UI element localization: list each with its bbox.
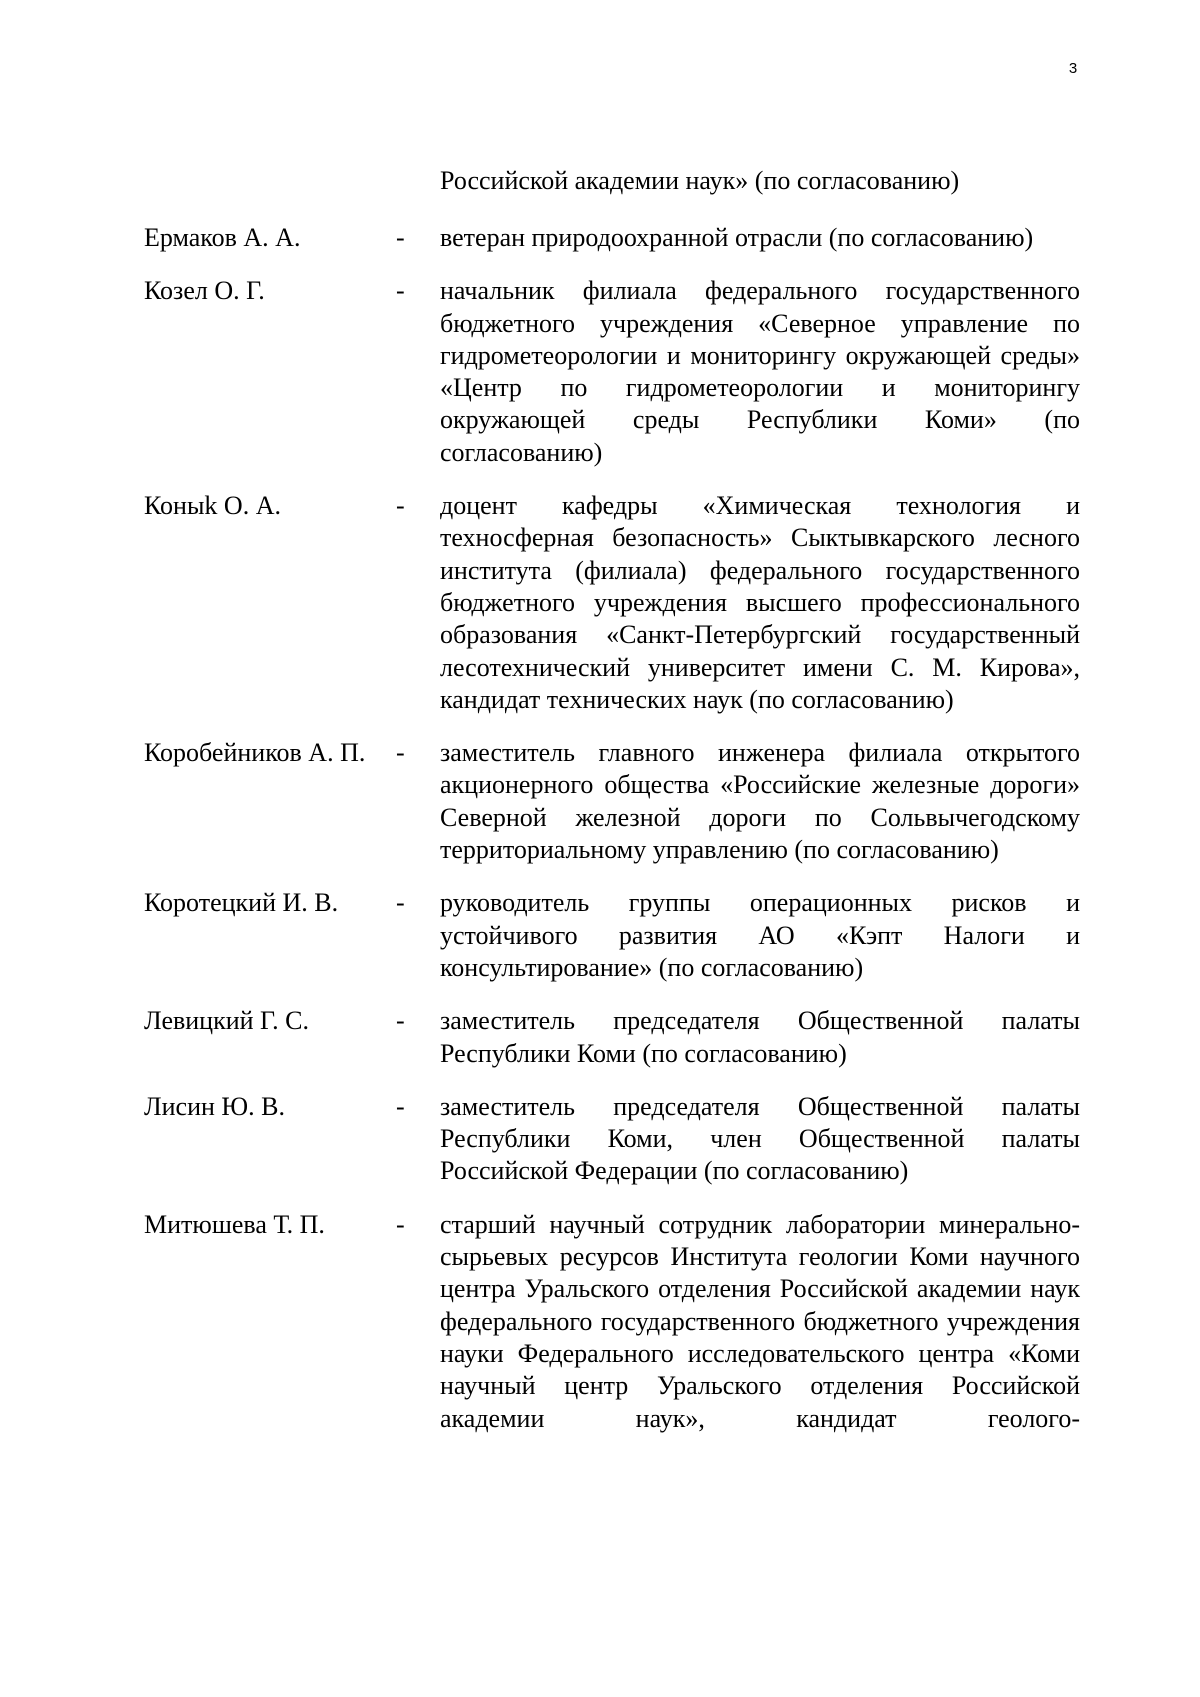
member-description: начальник филиала федерального государственного бюджетного учреждения «Северное управление по гидрометеорологии и мониторингу окружающей среды» «Центр по гидрометеорологии и мониторингу окружающей среды Республики Коми» (по согласованию) <box>440 276 1080 467</box>
member-name: Митюшева Т. П. <box>144 1209 325 1239</box>
dash-separator: - <box>396 276 405 306</box>
member-name: Левицкий Г. С. <box>144 1006 310 1036</box>
member-entry <box>144 275 1084 469</box>
member-description: старший научный сотрудник лаборатории минерально-сырьевых ресурсов Института геологии Коми научного центра Уральского отделения Российской академии наук федерального государственного бюджетного учреждения науки Федерального исследовательского центра «Коми научный центр Уральского отделения Российской академии наук», кандидат геолого- <box>440 1209 1080 1433</box>
member-description: доцент кафедры «Химическая технология и техносферная безопасность» Сыктывкарского лесного института (филиала) федерального государственного бюджетного учреждения высшего профессионального образования «Санкт-Петербургский государственный лесотехнический университет имени С. М. Кирова», кандидат технических наук (по согласованию) <box>440 491 1080 714</box>
member-description: заместитель председателя Общественной палаты Республики Коми (по согласованию) <box>440 1006 1080 1068</box>
member-description: заместитель председателя Общественной палаты Республики Коми, член Общественной палаты Российской Федерации (по согласованию) <box>440 1091 1080 1186</box>
dash-separator: - <box>396 1091 405 1121</box>
dash-separator: - <box>396 738 405 768</box>
member-name: Коробейников А. П. <box>144 738 366 768</box>
dash-separator: - <box>396 223 405 252</box>
dash-separator: - <box>396 1209 405 1239</box>
dash-separator: - <box>396 491 405 521</box>
member-description: заместитель главного инженера филиала открытого акционерного общества «Российские железные дороги» Северной железной дороги по Сольвычегодскому территориальному управлению (по согласованию) <box>440 738 1080 865</box>
member-name: Ермаков А. А. <box>144 223 301 252</box>
member-entry <box>144 222 1084 254</box>
member-description: руководитель группы операционных рисков и устойчивого развития АО «Кэпт Налоги и консультирование» (по согласованию) <box>440 888 1080 982</box>
member-entry <box>144 1091 1084 1188</box>
member-description: ветеран природоохранной отрасли (по согласованию) <box>440 223 1034 252</box>
members-list <box>144 222 1084 1456</box>
page-number: 3 <box>1068 60 1078 77</box>
member-entry <box>144 887 1084 984</box>
member-name: Коныk О. А. <box>144 491 281 521</box>
member-entry <box>144 737 1084 866</box>
member-name: Коротецкий И. В. <box>144 888 339 918</box>
member-name: Лисин Ю. В. <box>144 1091 285 1121</box>
member-entry <box>144 1209 1084 1435</box>
dash-separator: - <box>396 888 405 918</box>
dash-separator: - <box>396 1006 405 1036</box>
member-name: Козел О. Г. <box>144 276 265 306</box>
member-entry <box>144 490 1084 716</box>
continuation-text: Российской академии наук» (по согласованию) <box>440 166 960 195</box>
member-entry <box>144 1005 1084 1070</box>
